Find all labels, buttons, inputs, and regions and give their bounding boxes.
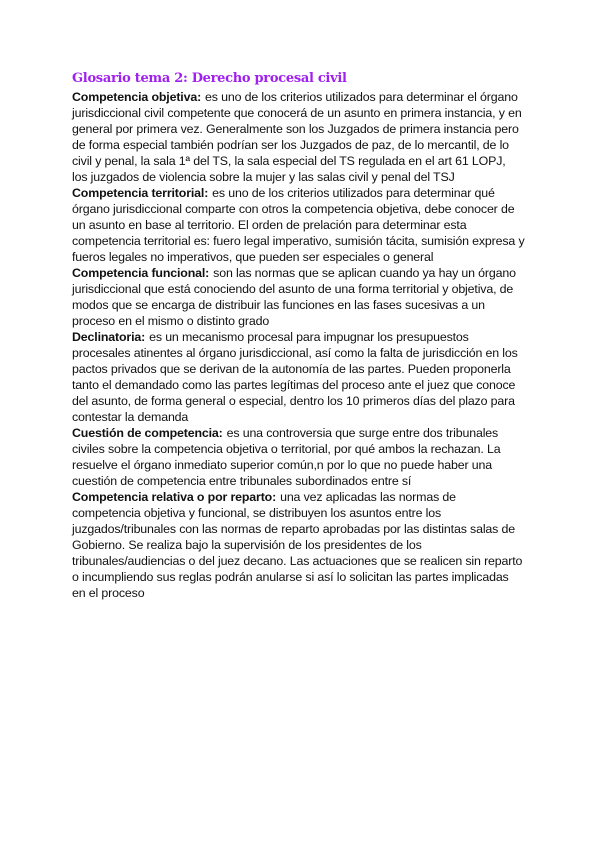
definition-text: es uno de los criterios utilizados para determinar qué bbox=[212, 186, 495, 200]
definition-text: los juzgados de violencia sobre la mujer y las salas civil y penal del TSJ bbox=[72, 170, 455, 184]
definition-text: de forma especial también podrían ser los Juzgados de paz, de lo mercantil, de lo bbox=[72, 138, 509, 152]
definition-text: órgano jurisdiccional comparte con otros la competencia objetiva, debe conocer de bbox=[72, 202, 515, 216]
definition-text: o incumpliendo sus reglas podrán anularse si así lo solicitan las partes implicadas bbox=[72, 570, 509, 584]
glossary-term: Competencia relativa o por reparto: bbox=[72, 490, 277, 504]
definition-text: proceso en el mismo o distinto grado bbox=[72, 314, 270, 328]
text-line bbox=[72, 537, 525, 553]
text-line bbox=[72, 121, 525, 137]
text-line bbox=[72, 489, 525, 505]
text-line bbox=[72, 569, 525, 585]
definition-text: procesales atinentes al órgano jurisdiccional, así como la falta de jurisdicción en los bbox=[72, 346, 518, 360]
glossary-entry bbox=[72, 89, 525, 185]
text-line bbox=[72, 377, 525, 393]
definition-text: en el proceso bbox=[72, 586, 145, 600]
text-line bbox=[72, 201, 525, 217]
definition-text: son las normas que se aplican cuando ya hay un órgano bbox=[213, 266, 516, 280]
text-line bbox=[72, 233, 525, 249]
text-line bbox=[72, 585, 525, 601]
definition-text: jurisdiccional que está conociendo del asunto de una forma territorial y objetiva, de bbox=[72, 282, 514, 296]
text-line bbox=[72, 505, 525, 521]
glossary-term: Cuestión de competencia: bbox=[72, 426, 223, 440]
definition-text: jurisdiccional civil competente que conocerá de un asunto en primera instancia, y en bbox=[72, 106, 522, 120]
definition-text: pactos privados que se derivan de la autonomía de las partes. Pueden proponerla bbox=[72, 362, 511, 376]
definition-text: competencia territorial es: fuero legal imperativo, sumisión tácita, sumisión expresa y bbox=[72, 234, 525, 248]
text-line bbox=[72, 441, 525, 457]
glossary-entry bbox=[72, 265, 525, 329]
definition-text: un asunto en base al territorio. El orden de prelación para determinar esta bbox=[72, 218, 467, 232]
text-line bbox=[72, 457, 525, 473]
definition-text: civiles sobre la competencia objetiva o territorial, por qué ambos la rechazan. La bbox=[72, 442, 501, 456]
text-line bbox=[72, 217, 525, 233]
definition-text: es uno de los criterios utilizados para determinar el órgano bbox=[205, 90, 518, 104]
text-line bbox=[72, 313, 525, 329]
text-line bbox=[72, 409, 525, 425]
text-line bbox=[72, 105, 525, 121]
glossary-term: Competencia funcional: bbox=[72, 266, 210, 280]
definition-text: general por primera vez. Generalmente son los Juzgados de primera instancia pero bbox=[72, 122, 519, 136]
definition-text: tribunales/audiencias o del juez decano. Las actuaciones que se realicen sin reparto bbox=[72, 554, 523, 568]
definition-text: juzgados/tribunales con las normas de reparto aprobadas por las distintas salas de bbox=[72, 522, 515, 536]
glossary-body bbox=[72, 89, 525, 601]
definition-text: del asunto, de forma general o especial, dentro los 10 primeros días del plazo para bbox=[72, 394, 515, 408]
text-line bbox=[72, 137, 525, 153]
text-line bbox=[72, 169, 525, 185]
text-line bbox=[72, 473, 525, 489]
definition-text: modos que se encarga de distribuir las funciones en las fases sucesivas a un bbox=[72, 298, 485, 312]
definition-text: contestar la demanda bbox=[72, 410, 189, 424]
definition-text: competencia objetiva y funcional, se distribuyen los asuntos entre los bbox=[72, 506, 442, 520]
text-line bbox=[72, 521, 525, 537]
text-line bbox=[72, 297, 525, 313]
document-title: Glosario tema 2: Derecho procesal civil bbox=[72, 71, 347, 86]
text-line bbox=[72, 153, 525, 169]
glossary-entry bbox=[72, 489, 525, 601]
glossary-term: Competencia objetiva: bbox=[72, 90, 202, 104]
definition-text: civil y penal, la sala 1ª del TS, la sala especial del TS regulada en el art 61 LOPJ, bbox=[72, 154, 506, 168]
text-line bbox=[72, 553, 525, 569]
text-line bbox=[72, 265, 525, 281]
glossary-entry bbox=[72, 425, 525, 489]
glossary-term: Competencia territorial: bbox=[72, 186, 209, 200]
definition-text: una vez aplicadas las normas de bbox=[280, 490, 456, 504]
text-line bbox=[72, 361, 525, 377]
definition-text: Gobierno. Se realiza bajo la supervisión de los presidentes de los bbox=[72, 538, 422, 552]
definition-text: resuelve el órgano inmediato superior común,n por lo que no puede haber una bbox=[72, 458, 492, 472]
text-line bbox=[72, 345, 525, 361]
glossary-term: Declinatoria: bbox=[72, 330, 146, 344]
glossary-entry bbox=[72, 185, 525, 265]
definition-text: cuestión de competencia entre tribunales subordinados entre sí bbox=[72, 474, 412, 488]
definition-text: es un mecanismo procesal para impugnar los presupuestos bbox=[149, 330, 469, 344]
text-line bbox=[72, 393, 525, 409]
glossary-entry bbox=[72, 329, 525, 425]
definition-text: es una controversia que surge entre dos tribunales bbox=[226, 426, 499, 440]
text-line bbox=[72, 89, 525, 105]
text-line bbox=[72, 249, 525, 265]
text-line bbox=[72, 281, 525, 297]
text-line bbox=[72, 425, 525, 441]
text-line bbox=[72, 185, 525, 201]
definition-text: tanto el demandado como las partes legítimas del proceso ante el juez que conoce bbox=[72, 378, 516, 392]
text-line bbox=[72, 329, 525, 345]
definition-text: fueros legales no imperativos, que pueden ser especiales o general bbox=[72, 250, 434, 264]
